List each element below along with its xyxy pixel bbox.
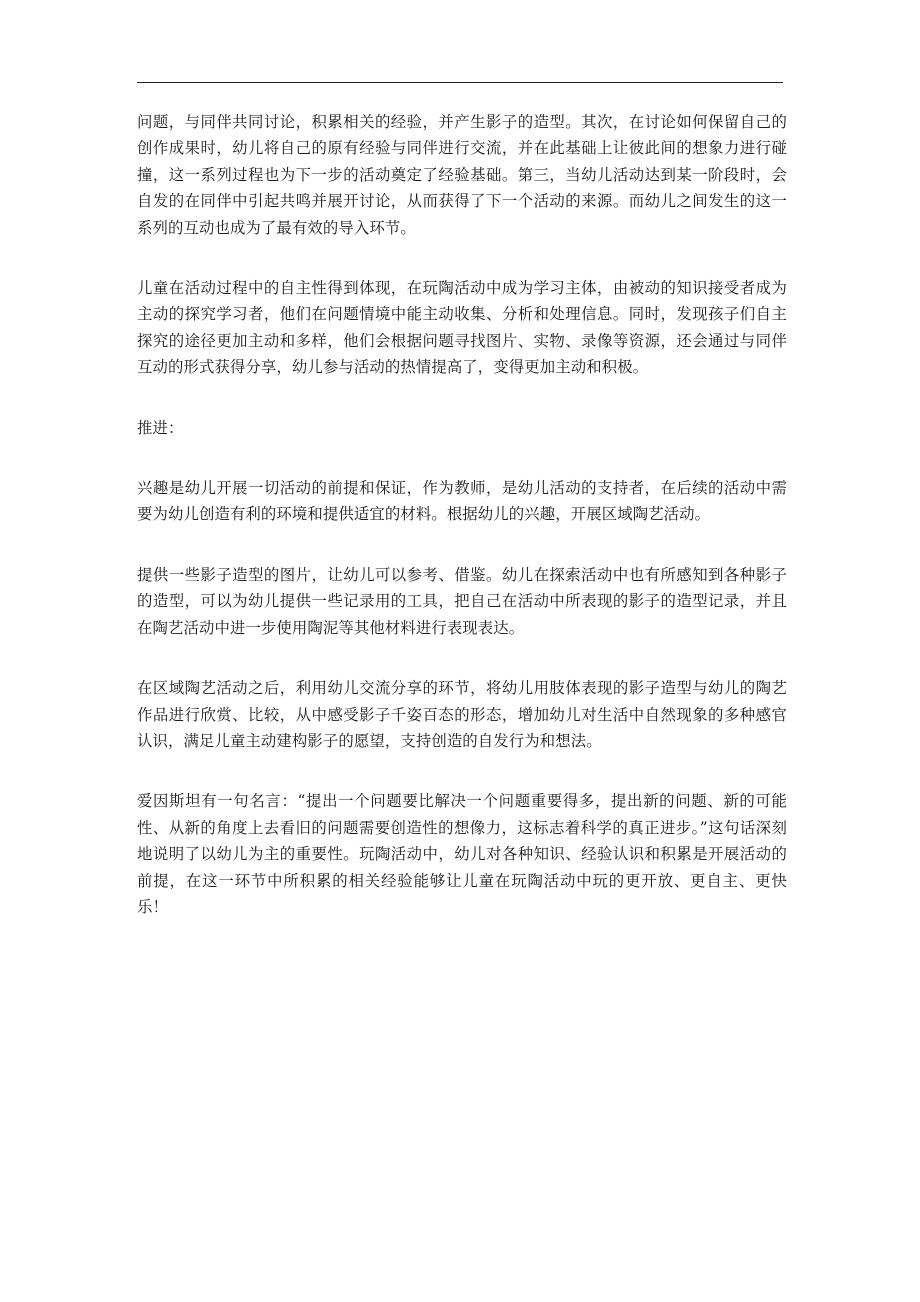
document-body	[137, 109, 787, 954]
paragraph-interest: 兴趣是幼儿开展一切活动的前提和保证，作为教师，是幼儿活动的支持者，在后续的活动中需要为幼儿创造有利的环境和提供适宜的材料。根据幼儿的兴趣，开展区域陶艺活动。	[137, 479, 787, 524]
header-rule	[137, 82, 783, 83]
section-heading-advance: 推进：	[137, 418, 184, 437]
paragraph-einstein-quote: 爱因斯坦有一句名言：“提出一个问题要比解决一个问题重要得多，提出新的问题、新的可能性、从新的角度上去看旧的问题需要创造性的想像力，这标志着科学的真正进步。”这句话深刻地说明了以幼儿为主的重要性。玩陶活动中，幼儿对各种知识、经验认识和积累是开展活动的前提，在这一环节中所积累的相关经验能够让儿童在玩陶活动中玩的更开放、更自主、更快乐！	[137, 792, 787, 916]
paragraph-shadow-pictures: 提供一些影子造型的图片，让幼儿可以参考、借鉴。幼儿在探索活动中也有所感知到各种影子的造型，可以为幼儿提供一些记录用的工具，把自己在活动中所表现的影子的造型记录，并且在陶艺活动中进一步使用陶泥等其他材料进行表现表达。	[137, 565, 787, 637]
paragraph-sharing: 在区域陶艺活动之后，利用幼儿交流分享的环节，将幼儿用肢体表现的影子造型与幼儿的陶艺作品进行欣赏、比较，从中感受影子千姿百态的形态，增加幼儿对生活中自然现象的多种感官认识，满足儿童主动建构影子的愿望，支持创造的自发行为和想法。	[137, 679, 787, 750]
paragraph-intro-discussion: 问题，与同伴共同讨论，积累相关的经验，并产生影子的造型。其次，在讨论如何保留自己的创作成果时，幼儿将自己的原有经验与同伴进行交流，并在此基础上让彼此间的想象力进行碰撞，这一系列过程也为下一步的活动奠定了经验基础。第三，当幼儿活动达到某一阶段时，会自发的在同伴中引起共鸣并展开讨论，从而获得了下一个活动的来源。而幼儿之间发生的这一系列的互动也成为了最有效的导入环节。	[137, 113, 787, 237]
paragraph-child-autonomy: 儿童在活动过程中的自主性得到体现，在玩陶活动中成为学习主体，由被动的知识接受者成为主动的探究学习者，他们在问题情境中能主动收集、分析和处理信息。同时，发现孩子们自主探究的途径更加主动和多样，他们会根据问题寻找图片、实物、录像等资源，还会通过与同伴互动的形式获得分享，幼儿参与活动的热情提高了，变得更加主动和积极。	[137, 279, 787, 377]
